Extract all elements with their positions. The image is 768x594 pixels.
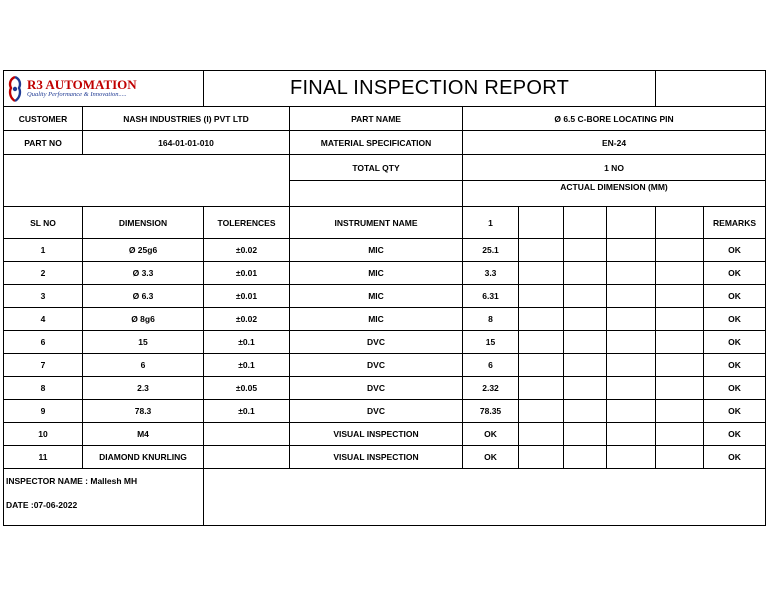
col-sample-1: 1 — [463, 207, 519, 239]
row-actual: 15 — [463, 331, 519, 354]
row-remarks: OK — [704, 400, 766, 423]
row-sl: 8 — [4, 377, 83, 400]
row-remarks: OK — [704, 423, 766, 446]
row-empty — [564, 239, 607, 262]
row-tolerance: ±0.1 — [204, 354, 290, 377]
row-sl: 3 — [4, 285, 83, 308]
footer-row — [4, 469, 766, 526]
table-row — [4, 400, 766, 423]
row-instrument: DVC — [290, 400, 463, 423]
row-instrument: DVC — [290, 331, 463, 354]
row-sl: 11 — [4, 446, 83, 469]
row-empty — [656, 446, 704, 469]
row-dimension: 78.3 — [83, 400, 204, 423]
col-sample-4 — [607, 207, 656, 239]
row-tolerance: ±0.05 — [204, 377, 290, 400]
table-row — [4, 308, 766, 331]
row-dimension: 2.3 — [83, 377, 204, 400]
row-empty — [519, 239, 564, 262]
row-empty — [656, 331, 704, 354]
row-empty — [607, 285, 656, 308]
logo-cell — [4, 71, 204, 107]
row-empty — [607, 239, 656, 262]
row-remarks: OK — [704, 285, 766, 308]
row-tolerance: ±0.1 — [204, 400, 290, 423]
header-row — [4, 71, 766, 107]
row-empty — [519, 262, 564, 285]
row-instrument: DVC — [290, 354, 463, 377]
inspection-report-sheet — [3, 70, 765, 524]
row-empty — [656, 262, 704, 285]
blank-cell — [290, 181, 463, 207]
row-empty — [607, 400, 656, 423]
row-empty — [564, 262, 607, 285]
row-instrument: MIC — [290, 262, 463, 285]
row-actual: 8 — [463, 308, 519, 331]
row-remarks: OK — [704, 331, 766, 354]
row-dimension: 15 — [83, 331, 204, 354]
customer-value: NASH INDUSTRIES (I) PVT LTD — [83, 107, 290, 131]
row-dimension: Ø 3.3 — [83, 262, 204, 285]
brand-name: R3 AUTOMATION — [27, 77, 137, 93]
row-instrument: MIC — [290, 285, 463, 308]
row-remarks: OK — [704, 308, 766, 331]
row-tolerance — [204, 446, 290, 469]
table-row — [4, 262, 766, 285]
material-label: MATERIAL SPECIFICATION — [290, 131, 463, 155]
col-tolerences: TOLERENCES — [204, 207, 290, 239]
row-tolerance — [204, 423, 290, 446]
row-empty — [656, 423, 704, 446]
row-empty — [564, 331, 607, 354]
row-instrument: DVC — [290, 377, 463, 400]
row-actual: 25.1 — [463, 239, 519, 262]
signature-area — [204, 469, 766, 526]
part-no-label: PART NO — [4, 131, 83, 155]
row-empty — [656, 285, 704, 308]
table-row — [4, 239, 766, 262]
inspector-name: INSPECTOR NAME : Mallesh MH — [6, 476, 138, 486]
row-sl: 10 — [4, 423, 83, 446]
row-dimension: 6 — [83, 354, 204, 377]
col-sl-no: SL NO — [4, 207, 83, 239]
row-empty — [519, 446, 564, 469]
row-empty — [564, 308, 607, 331]
row-empty — [519, 308, 564, 331]
row-empty — [607, 308, 656, 331]
col-sample-3 — [564, 207, 607, 239]
row-dimension: Ø 25g6 — [83, 239, 204, 262]
total-qty-value: 1 NO — [463, 155, 766, 181]
row-empty — [519, 377, 564, 400]
row-tolerance: ±0.02 — [204, 308, 290, 331]
row-tolerance: ±0.1 — [204, 331, 290, 354]
part-no-value: 164-01-01-010 — [83, 131, 290, 155]
row-dimension: Ø 8g6 — [83, 308, 204, 331]
company-logo — [7, 75, 203, 103]
col-dimension: DIMENSION — [83, 207, 204, 239]
table-row — [4, 446, 766, 469]
row-empty — [656, 239, 704, 262]
row-empty — [656, 308, 704, 331]
row-actual: 6 — [463, 354, 519, 377]
actual-dimension-label: ACTUAL DIMENSION (MM) — [463, 181, 766, 207]
row-empty — [656, 354, 704, 377]
material-value: EN-24 — [463, 131, 766, 155]
header-blank-cell — [656, 71, 766, 107]
row-empty — [607, 377, 656, 400]
customer-row — [4, 107, 766, 131]
brand-tagline: Quality Performance & Innovation..... — [27, 90, 127, 98]
customer-label: CUSTOMER — [4, 107, 83, 131]
row-sl: 4 — [4, 308, 83, 331]
blank-block — [4, 155, 290, 207]
row-dimension: Ø 6.3 — [83, 285, 204, 308]
col-sample-2 — [519, 207, 564, 239]
row-empty — [607, 262, 656, 285]
row-actual: 6.31 — [463, 285, 519, 308]
row-empty — [519, 423, 564, 446]
row-actual: 2.32 — [463, 377, 519, 400]
part-name-value: Ø 6.5 C-BORE LOCATING PIN — [463, 107, 766, 131]
row-actual: OK — [463, 423, 519, 446]
row-instrument: MIC — [290, 239, 463, 262]
report-title: FINAL INSPECTION REPORT — [204, 71, 656, 107]
row-empty — [564, 446, 607, 469]
inspection-table — [3, 70, 766, 526]
row-tolerance: ±0.01 — [204, 262, 290, 285]
row-empty — [519, 354, 564, 377]
total-qty-label: TOTAL QTY — [290, 155, 463, 181]
row-instrument: MIC — [290, 308, 463, 331]
row-empty — [607, 423, 656, 446]
row-sl: 1 — [4, 239, 83, 262]
row-dimension: DIAMOND KNURLING — [83, 446, 204, 469]
row-actual: OK — [463, 446, 519, 469]
part-name-label: PART NAME — [290, 107, 463, 131]
row-empty — [656, 377, 704, 400]
row-remarks: OK — [704, 446, 766, 469]
row-empty — [519, 400, 564, 423]
table-row — [4, 377, 766, 400]
row-empty — [519, 331, 564, 354]
row-remarks: OK — [704, 239, 766, 262]
table-row — [4, 285, 766, 308]
col-instrument: INSTRUMENT NAME — [290, 207, 463, 239]
row-tolerance: ±0.01 — [204, 285, 290, 308]
row-sl: 9 — [4, 400, 83, 423]
inspector-cell — [4, 469, 204, 526]
row-remarks: OK — [704, 262, 766, 285]
row-actual: 3.3 — [463, 262, 519, 285]
table-row — [4, 423, 766, 446]
table-row — [4, 354, 766, 377]
row-empty — [564, 423, 607, 446]
col-sample-5 — [656, 207, 704, 239]
row-remarks: OK — [704, 354, 766, 377]
row-empty — [656, 400, 704, 423]
row-sl: 7 — [4, 354, 83, 377]
row-dimension: M4 — [83, 423, 204, 446]
row-empty — [607, 446, 656, 469]
row-instrument: VISUAL INSPECTION — [290, 423, 463, 446]
row-sl: 6 — [4, 331, 83, 354]
column-header-row — [4, 207, 766, 239]
part-no-row — [4, 131, 766, 155]
row-instrument: VISUAL INSPECTION — [290, 446, 463, 469]
row-empty — [519, 285, 564, 308]
row-empty — [564, 285, 607, 308]
row-empty — [607, 331, 656, 354]
row-sl: 2 — [4, 262, 83, 285]
row-empty — [564, 400, 607, 423]
row-remarks: OK — [704, 377, 766, 400]
total-qty-row — [4, 155, 766, 181]
table-row — [4, 331, 766, 354]
row-actual: 78.35 — [463, 400, 519, 423]
row-empty — [564, 354, 607, 377]
row-empty — [564, 377, 607, 400]
inspection-date: DATE :07-06-2022 — [6, 500, 78, 510]
r3-logo-icon — [7, 75, 23, 103]
row-empty — [607, 354, 656, 377]
row-tolerance: ±0.02 — [204, 239, 290, 262]
col-remarks: REMARKS — [704, 207, 766, 239]
